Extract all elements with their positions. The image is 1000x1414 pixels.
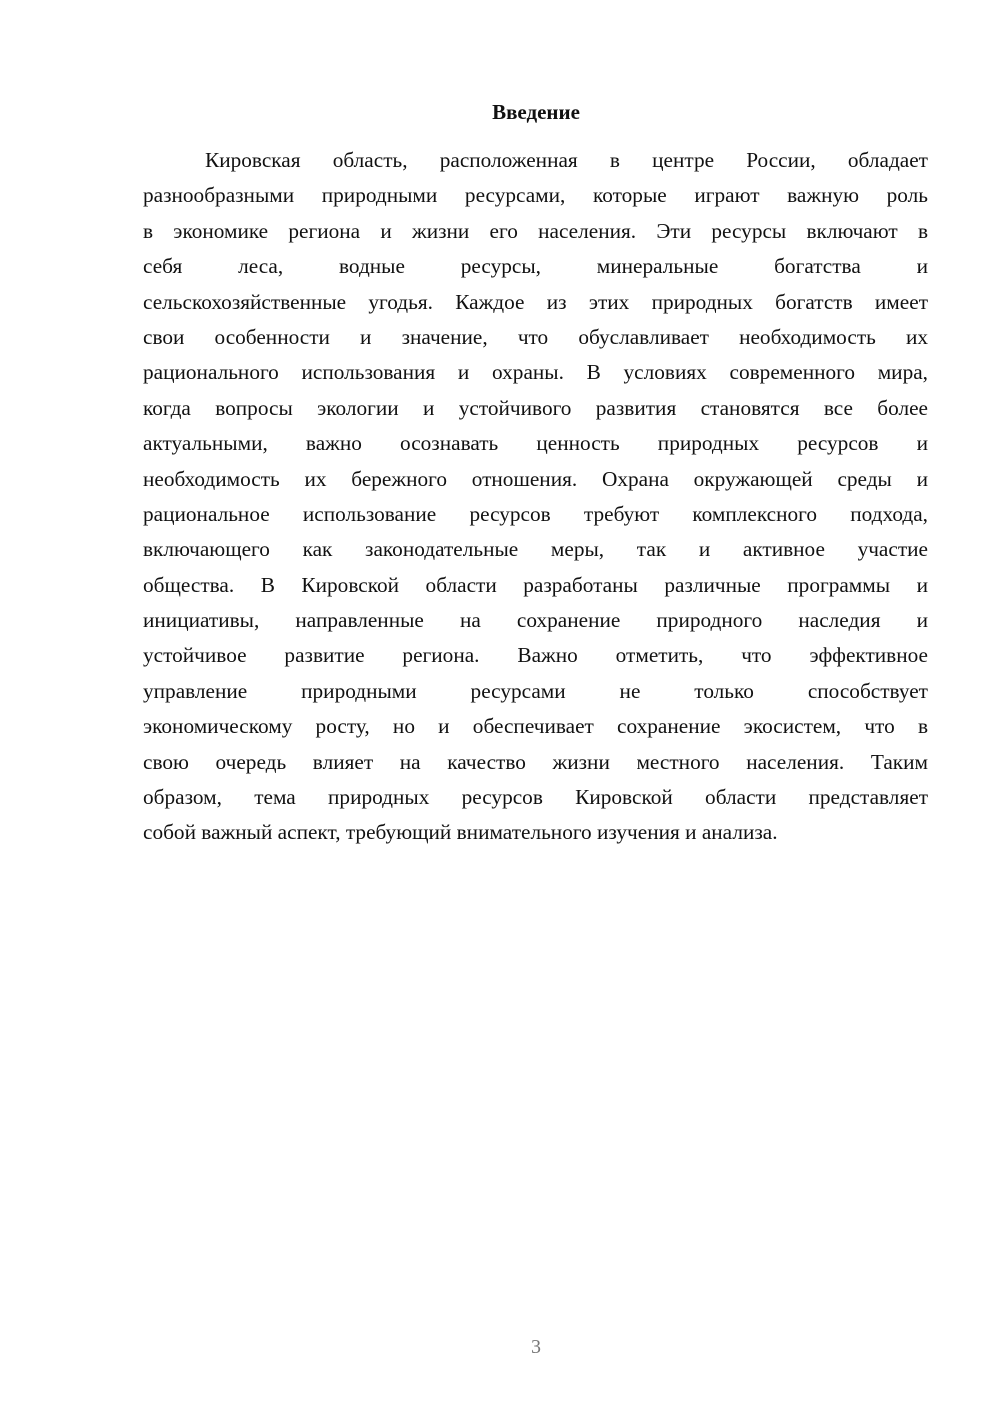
paragraph-line: устойчивое развитие региона. Важно отметить, что эффективное xyxy=(143,643,928,668)
paragraph-line: в экономике региона и жизни его населения. Эти ресурсы включают в xyxy=(143,218,928,243)
paragraph-line: необходимость их бережного отношения. Охрана окружающей среды и xyxy=(143,466,928,491)
paragraph-line: рационального использования и охраны. В условиях современного мира, xyxy=(143,360,928,385)
paragraph-line: экономическому росту, но и обеспечивает сохранение экосистем, что в xyxy=(143,714,928,739)
introduction-paragraph xyxy=(143,143,928,851)
paragraph-line: включающего как законодательные меры, так и активное участие xyxy=(143,537,928,562)
paragraph-line: актуальными, важно осознавать ценность природных ресурсов и xyxy=(143,431,928,456)
paragraph-line: собой важный аспект, требующий внимательного изучения и анализа. xyxy=(143,820,778,845)
paragraph-line: разнообразными природными ресурсами, которые играют важную роль xyxy=(143,183,928,208)
paragraph-line: инициативы, направленные на сохранение природного наследия и xyxy=(143,608,928,633)
paragraph-line: свою очередь влияет на качество жизни местного населения. Таким xyxy=(143,749,928,774)
paragraph-line: образом, тема природных ресурсов Кировской области представляет xyxy=(143,785,928,810)
paragraph-line: когда вопросы экологии и устойчивого развития становятся все более xyxy=(143,395,928,420)
paragraph-line: себя леса, водные ресурсы, минеральные богатства и xyxy=(143,254,928,279)
page-heading: Введение xyxy=(492,100,580,124)
paragraph-line: свои особенности и значение, что обуславливает необходимость их xyxy=(143,324,928,349)
paragraph-line: рациональное использование ресурсов требуют комплексного подхода, xyxy=(143,501,928,526)
paragraph-line: управление природными ресурсами не только способствует xyxy=(143,678,928,703)
paragraph-line: сельскохозяйственные угодья. Каждое из этих природных богатств имеет xyxy=(143,289,928,314)
paragraph-line: общества. В Кировской области разработаны различные программы и xyxy=(143,572,928,597)
page-number: 3 xyxy=(531,1336,541,1358)
paragraph-line: Кировская область, расположенная в центре России, обладает xyxy=(205,148,928,172)
